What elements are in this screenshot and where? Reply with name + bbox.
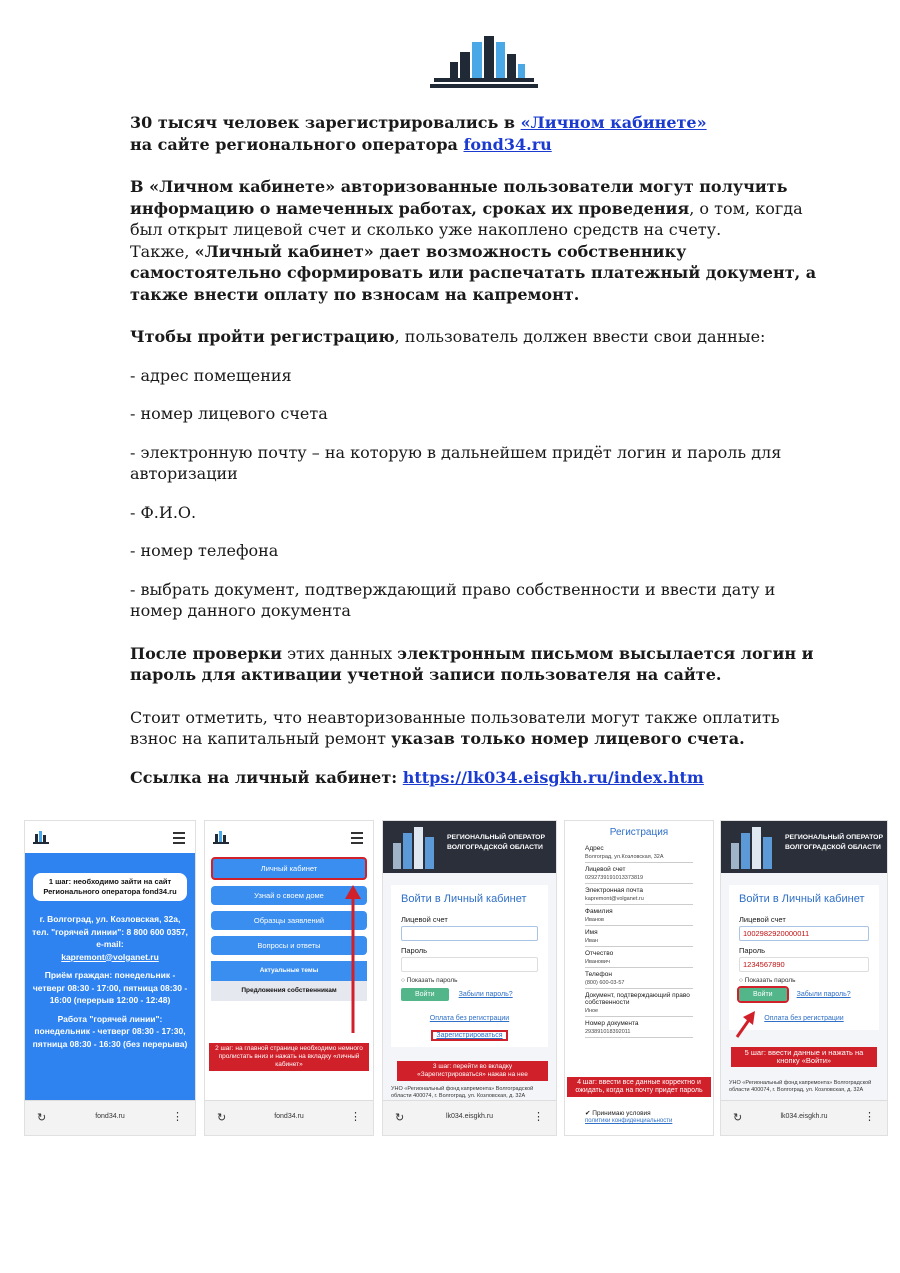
link-label: Ссылка на личный кабинет: [130,767,403,787]
personal-account-link[interactable]: «Личном кабинете» [520,113,707,132]
more-icon[interactable]: ⋮ [350,1111,361,1123]
paragraph-verification [130,643,830,686]
reception-hours: Приём граждан: понедельник - четверг 08:30 - 17:00, пятница 08:30 - 16:00 (перерыв 12:00 - 12:48) [32,970,188,1005]
login-form [391,885,548,1047]
step-2-label: 2 шаг: на главной странице необходимо немного пролистать вниз и нажать на вкладку «личный кабинет» [209,1043,369,1071]
show-password-label: Показать пароль [406,977,458,984]
operator-title: РЕГИОНАЛЬНЫЙ ОПЕРАТОР ВОЛГОГРАДСКОЙ ОБЛАСТИ [447,834,545,851]
surname-input[interactable]: Иванов [585,916,693,926]
login-title: Войти в Личный кабинет [401,893,527,905]
footer-text: УНО «Региональный фонд капремонта» Волгоградской области 400074, г. Волгоград, ул. Козловская, д. 32А [729,1080,872,1093]
topical-topics-tab[interactable]: Актуальные темы [211,961,367,981]
browser-url-bar [721,1100,887,1135]
step-5-label: 5 шаг: ввести данные и нажать на кнопку «Войти» [731,1047,877,1067]
lk034-url-link[interactable]: https://lk034.eisgkh.ru/index.htm [402,767,704,787]
more-icon[interactable]: ⋮ [172,1111,183,1123]
site-logo-icon [213,830,229,844]
fond34-link[interactable]: fond34.ru [463,134,552,154]
verification-text: этих данных [282,643,398,663]
paragraph-intro [130,176,830,305]
show-password-checkbox[interactable]: ○ Показать пароль [401,977,458,984]
list-item: - номер телефона [130,541,279,560]
email-label: Электронная почта [585,887,644,894]
headline-text-2: на сайте регионального оператора [130,134,464,154]
intro-text-2: Также, [130,241,195,261]
accept-label: Принимаю условия [592,1110,651,1117]
password-label: Пароль [739,946,766,955]
name-input[interactable]: Иван [585,937,693,947]
show-password-checkbox[interactable]: ○ Показать пароль [739,977,796,984]
paragraph-note [130,707,830,750]
reload-icon[interactable]: ↻ [733,1112,743,1124]
sample-applications-button[interactable]: Образцы заявлений [211,911,367,930]
url-text[interactable]: fond34.ru [274,1113,304,1120]
screenshot-step-4 [564,820,714,1136]
verification-bold-1: После проверки [130,643,283,663]
menu-icon[interactable] [173,832,185,847]
doc-number-label: Номер документа [585,1020,639,1027]
site-header [205,821,373,853]
account-input[interactable] [401,926,538,941]
list-item: - адрес помещения [130,365,292,385]
show-password-label: Показать пароль [744,977,796,984]
browser-url-bar [205,1100,373,1135]
url-text[interactable]: fond34.ru [95,1113,125,1120]
account-label: Лицевой счет [585,866,626,873]
faq-button[interactable]: Вопросы и ответы [211,936,367,955]
fund-logo-icon [430,34,538,96]
menu-icon[interactable] [351,832,363,847]
email-input[interactable]: kapremont@volganet.ru [585,895,693,905]
account-label: Лицевой счет [401,915,448,924]
register-link[interactable]: Зарегистрироваться [433,1032,505,1039]
more-icon[interactable]: ⋮ [533,1111,544,1123]
site-logo-icon [33,830,49,844]
more-icon[interactable]: ⋮ [864,1111,875,1123]
hotline-hours: Работа "горячей линии": понедельник - четверг 08:30 - 17:30, пятница 08:30 - 16:30 (без перерыва) [32,1013,188,1049]
pay-without-registration-link[interactable]: Оплата без регистрации [764,1015,844,1022]
screenshot-step-5 [720,820,888,1136]
contact-info [31,913,189,1056]
address-input[interactable]: Волгоград, ул.Козловская, 32А [585,853,693,863]
login-title: Войти в Личный кабинет [739,893,865,905]
surname-label: Фамилия [585,908,613,915]
registration-title: Регистрация [609,827,669,838]
account-input[interactable]: 1002982920000011 [739,926,869,941]
password-label: Пароль [401,946,428,955]
screenshot-step-1 [24,820,196,1136]
document-label: Документ, подтверждающий право собственности [585,992,690,1006]
paragraph-registration [130,326,830,348]
login-button[interactable]: Войти [401,988,449,1001]
headline [130,112,830,155]
step-1-label: 1 шаг: необходимо зайти на сайт Регионального оператора fond34.ru [33,873,187,901]
phone-input[interactable]: (800) 600-03-57 [585,979,693,989]
verification-bold-2: электронным письмом высылается логин и пароль для активации учетной записи пользователя на сайте. [130,643,814,684]
forgot-password-link[interactable]: Забыли пароль? [458,991,513,998]
email-link[interactable]: kapremont@volganet.ru [61,951,159,962]
pay-without-registration-link[interactable]: Оплата без регистрации [429,1015,510,1022]
patronymic-input[interactable]: Иванович [585,958,693,968]
account-input[interactable]: 0292739191013373819 [585,874,693,884]
list-item: - выбрать документ, подтверждающий право собственности и ввести дату и номер данного документа [130,579,776,620]
buildings-icon [389,827,441,869]
screenshots-strip [24,820,884,1138]
buildings-icon [727,827,779,869]
address-text: г. Волгоград, ул. Козловская, 32а, тел. "горячей линии": 8 800 600 0357, e-mail: [32,914,188,949]
intro-bold-2: «Личный кабинет» дает возможность собственнику самостоятельно сформировать или распечатать платежный документ, а также внести оплату по взносам на капремонт. [130,241,817,304]
document-select[interactable]: Иное [585,1007,693,1017]
operator-header [721,821,887,873]
up-arrow-icon [343,885,363,1035]
forgot-password-link[interactable]: Забыли пароль? [796,991,851,998]
name-label: Имя [585,929,598,936]
registration-bold: Чтобы пройти регистрацию [130,327,395,346]
step-4-label: 4 шаг: ввести все данные корректно и ожидать, когда на почту придет пароль [567,1077,711,1097]
reload-icon[interactable]: ↻ [217,1112,227,1124]
reload-icon[interactable]: ↻ [37,1112,47,1124]
operator-title: РЕГИОНАЛЬНЫЙ ОПЕРАТОР ВОЛГОГРАДСКОЙ ОБЛАСТИ [785,834,883,851]
privacy-policy-link[interactable]: политики конфиденциальности [585,1118,673,1124]
list-item: - Ф.И.О. [130,502,197,522]
site-header [25,821,195,853]
account-label: Лицевой счет [739,915,786,924]
owner-proposals-tab[interactable]: Предложения собственникам [211,981,367,1001]
note-text: Стоит отметить, что неавторизованные пользователи могут также оплатить взнос на капитальный ремонт [130,707,780,748]
reload-icon[interactable]: ↻ [395,1112,405,1124]
address-label: Адрес [585,845,604,852]
link-line [130,767,830,789]
browser-url-bar [25,1100,195,1135]
footer-text: УНО «Региональный фонд капремонта» Волгоградской области 400074, г. Волгоград, ул. Козловская, д. 32А [391,1086,534,1099]
list-item: - номер лицевого счета [130,404,328,423]
up-arrow-icon [733,1009,759,1039]
note-bold: указав только номер лицевого счета. [391,729,745,748]
url-text[interactable]: lk034.eisgkh.ru [445,1113,494,1120]
patronymic-label: Отчество [585,950,614,957]
operator-header [383,821,556,873]
intro-text-1: , о том, когда был открыт лицевой счет и сколько уже накоплено средств на счету. [130,198,803,239]
personal-account-button[interactable]: Личный кабинет [211,857,367,880]
list-item: - электронную почту – на которую в дальнейшем придёт логин и пароль для авторизации [130,442,782,483]
headline-text-1: 30 тысяч человек зарегистрировались в [130,113,521,132]
step-3-label: 3 шаг: перейти во вкладку «Зарегистрироваться» нажав на нее [397,1061,548,1081]
password-input[interactable] [401,957,538,972]
accept-terms-checkbox[interactable]: ✔ Принимаю условия политики конфиденциальности [585,1110,673,1124]
browser-url-bar [383,1100,556,1135]
screenshot-step-2 [204,820,374,1136]
login-button[interactable]: Войти [739,988,787,1001]
phone-label: Телефон [585,971,612,978]
registration-text: , пользователь должен ввести свои данные: [394,327,766,346]
password-input[interactable]: 1234567890 [739,957,869,972]
doc-number-input[interactable]: 293891018392011 [585,1028,693,1038]
url-text[interactable]: lk034.eisgkh.ru [780,1113,828,1120]
screenshot-step-3 [382,820,557,1136]
intro-bold-1: В «Личном кабинете» авторизованные пользователи могут получить информацию о намеченных работах, сроках их проведения [130,177,788,218]
know-your-house-button[interactable]: Узнай о своем доме [211,886,367,905]
